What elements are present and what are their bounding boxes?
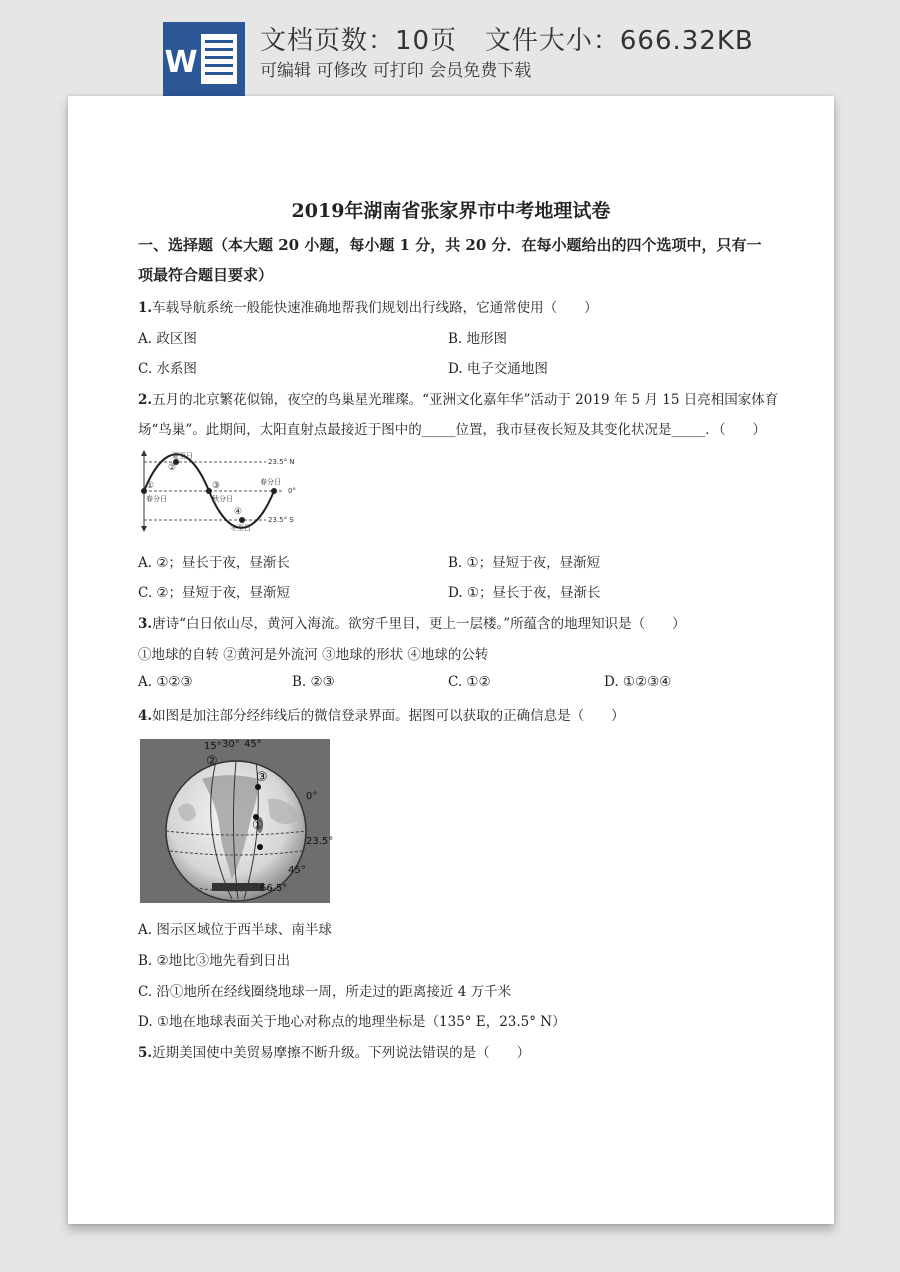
- label-0: 0°: [306, 791, 318, 802]
- label-spring-right: 春分日: [260, 478, 281, 486]
- question-number: 2.: [138, 392, 153, 408]
- label-23-5-s: 23.5° S: [268, 516, 294, 524]
- question-2-line2: 场“鸟巢”。此期间，太阳直射点最接近于图中的_____位置，我市昼夜长短及其变化状况是_____．（ ）: [138, 422, 767, 438]
- sun-direct-point-diagram: [134, 450, 314, 532]
- label-45-top: 45°: [244, 739, 262, 750]
- question-text: 唐诗“白日依山尽，黄河入海流。欲穷千里目，更上一层楼。”所蕴含的地理知识是（ ）: [152, 616, 686, 632]
- label-23-5: 23.5°: [306, 836, 334, 847]
- marker-3: ③: [212, 481, 221, 491]
- marker-2: ②: [168, 463, 177, 473]
- question-text: 近期美国使中美贸易摩擦不断升级。下列说法错误的是（ ）: [152, 1045, 531, 1061]
- label-66-5: 66.5°: [260, 883, 288, 894]
- label-winter: 冬至日: [230, 524, 251, 532]
- globe-figure: [140, 739, 334, 903]
- q1-option-a: A. 政区图: [138, 331, 197, 347]
- question-number: 3.: [138, 616, 153, 632]
- section-heading-line1: 一、选择题（本大题 20 小题，每小题 1 分，共 20 分．在每小题给出的四个选项中，只有一: [138, 236, 762, 254]
- question-text: 五月的北京繁花似锦，夜空的鸟巢星光璀璨。“亚洲文化嘉年华”活动于 2019 年 5 月 15 日亮相国家体育: [152, 392, 779, 408]
- banner-subtitle: 可编辑 可修改 可打印 会员免费下载: [260, 61, 532, 81]
- q3-option-b: B. ②③: [292, 674, 335, 690]
- question-3-items: ①地球的自转 ②黄河是外流河 ③地球的形状 ④地球的公转: [138, 647, 489, 663]
- document-title: 2019年湖南省张家界市中考地理试卷: [291, 200, 611, 222]
- marker-2: ②: [206, 754, 218, 769]
- q1-option-d: D. 电子交通地图: [448, 361, 548, 377]
- q2-option-c: C. ②；昼短于夜，昼渐短: [138, 585, 291, 601]
- label-spring: 春分日: [146, 495, 167, 503]
- label-45-bottom: 45°: [288, 865, 306, 876]
- label-summer: 夏至日: [172, 452, 193, 460]
- q4-option-d: D. ①地在地球表面关于地心对称点的地理坐标是（135° E，23.5° N）: [138, 1014, 566, 1030]
- q4-option-b: B. ②地比③地先看到日出: [138, 953, 291, 969]
- label-autumn: 秋分日: [212, 495, 233, 503]
- question-text: 车载导航系统一般能快速准确地帮我们规划出行线路，它通常使用（ ）: [152, 300, 598, 316]
- word-icon-letter: W: [164, 45, 198, 80]
- question-number: 4.: [138, 708, 153, 724]
- q3-option-a: A. ①②③: [138, 674, 193, 690]
- question-text: 如图是加注部分经纬线后的微信登录界面。据图可以获取的正确信息是（ ）: [152, 708, 625, 724]
- marker-1: ①: [252, 818, 264, 833]
- download-banner: [0, 0, 900, 96]
- marker-1: ①: [146, 481, 155, 491]
- q3-option-d: D. ①②③④: [604, 674, 672, 690]
- question-number: 1.: [138, 300, 153, 316]
- question-5: [138, 1041, 530, 1061]
- question-2-line1: [138, 388, 778, 408]
- question-number: 5.: [138, 1045, 153, 1061]
- word-icon: [163, 22, 245, 96]
- q3-option-c: C. ①②: [448, 674, 491, 690]
- q2-option-d: D. ①；昼长于夜，昼渐长: [448, 585, 601, 601]
- section-heading-line2: 项最符合题目要求）: [138, 266, 274, 284]
- q2-option-b: B. ①；昼短于夜，昼渐短: [448, 555, 601, 571]
- marker-4: ④: [234, 507, 243, 517]
- question-3: [138, 612, 686, 632]
- q1-option-c: C. 水系图: [138, 361, 197, 377]
- document-page: [68, 96, 834, 1224]
- label-30: 30°: [222, 739, 240, 750]
- q4-option-a: A. 图示区域位于西半球、南半球: [138, 922, 332, 938]
- label-23-5-n: 23.5° N: [268, 458, 295, 466]
- q2-option-a: A. ②；昼长于夜，昼渐长: [138, 555, 290, 571]
- label-equator: 0°: [288, 487, 296, 495]
- q1-option-b: B. 地形图: [448, 331, 508, 347]
- q4-option-c: C. 沿①地所在经线圈绕地球一周，所走过的距离接近 4 万千米: [138, 984, 512, 1000]
- question-1: [138, 296, 598, 316]
- label-15: 15°: [204, 741, 222, 752]
- question-4: [138, 704, 625, 724]
- banner-title: 文档页数：10页 文件大小：666.32KB: [260, 26, 754, 56]
- marker-3: ③: [256, 770, 268, 785]
